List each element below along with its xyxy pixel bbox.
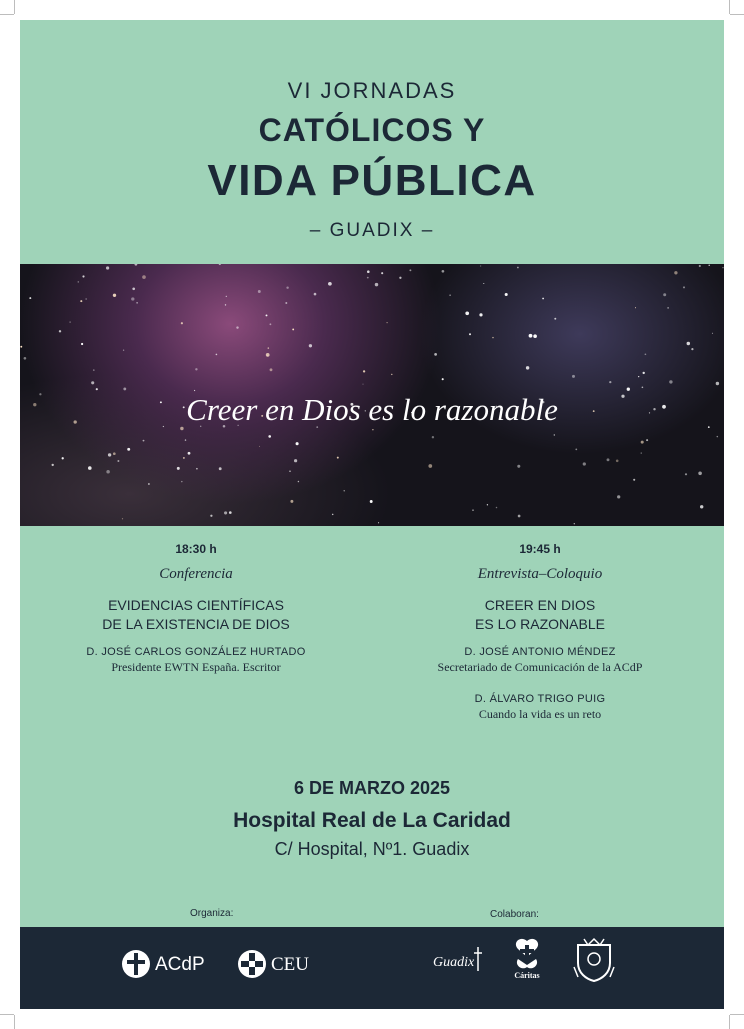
star — [285, 302, 287, 304]
star — [224, 511, 227, 514]
star — [332, 514, 334, 516]
star — [428, 464, 432, 468]
star — [432, 436, 434, 438]
star — [609, 381, 611, 383]
star — [386, 322, 387, 323]
star — [69, 321, 70, 322]
colaboran-label: Colaboran: — [490, 909, 539, 920]
star — [492, 337, 493, 338]
crop-mark-bottom-right — [729, 1015, 730, 1029]
star — [108, 453, 111, 456]
star — [717, 436, 718, 437]
star — [646, 439, 648, 441]
star — [518, 515, 521, 518]
star — [517, 465, 520, 468]
star — [378, 522, 379, 523]
session-conferencia — [20, 542, 372, 675]
star — [517, 267, 519, 269]
star — [480, 265, 481, 266]
star — [617, 495, 620, 498]
title-line-2: VIDA PÚBLICA — [207, 156, 537, 205]
star — [641, 441, 644, 444]
star — [337, 457, 339, 459]
title-line-1: CATÓLICOS Y — [258, 112, 486, 148]
speaker-role: Secretariado de Comunicación de la ACdP — [437, 660, 643, 674]
star — [367, 277, 369, 279]
star — [269, 323, 271, 325]
star — [132, 287, 135, 290]
star — [194, 390, 195, 391]
star — [529, 334, 533, 338]
star — [309, 344, 312, 347]
crop-mark-bottom-right-h — [730, 1014, 744, 1015]
star — [698, 472, 702, 476]
event-date: 6 DE MARZO 2025 — [293, 778, 451, 798]
caritas-heart-icon — [510, 937, 544, 971]
organiza-label: Organiza: — [190, 908, 234, 919]
star — [229, 511, 232, 514]
star — [674, 271, 677, 274]
star — [554, 434, 555, 435]
star — [294, 459, 297, 462]
star — [62, 457, 64, 459]
star — [52, 464, 54, 466]
speaker-name: D. JOSÉ ANTONIO MÉNDEZ — [464, 646, 616, 658]
star — [177, 467, 180, 470]
session-title-line-1: EVIDENCIAS CIENTÍFICAS — [108, 597, 284, 613]
star — [258, 290, 261, 293]
session-title — [20, 596, 372, 634]
star — [700, 505, 703, 508]
session-title-line-2: ES LO RAZONABLE — [475, 616, 605, 632]
star — [381, 272, 383, 274]
star — [699, 265, 701, 267]
star — [225, 304, 226, 305]
star — [268, 347, 269, 348]
star — [542, 298, 544, 300]
speaker-name: D. JOSÉ CARLOS GONZÁLEZ HURTADO — [86, 646, 306, 658]
star — [131, 297, 134, 300]
star — [93, 369, 95, 371]
star — [642, 386, 644, 388]
star — [259, 446, 260, 447]
ceu-logo-text: CEU — [271, 954, 309, 975]
star — [635, 307, 636, 308]
session-type: Entrevista–Coloquio — [477, 566, 603, 582]
star — [685, 473, 687, 475]
crop-mark-top-right-h — [730, 14, 744, 15]
star — [483, 283, 484, 284]
star — [687, 342, 690, 345]
acdp-logo-text: ACdP — [155, 954, 205, 975]
star — [722, 267, 723, 268]
star — [712, 333, 713, 334]
star — [574, 523, 575, 524]
star — [575, 449, 577, 451]
acdp-cross-icon — [121, 949, 151, 979]
star — [399, 277, 401, 279]
star — [219, 264, 221, 265]
star — [236, 326, 238, 328]
event-address: C/ Hospital, Nº1. Guadix — [274, 839, 470, 859]
star — [370, 500, 373, 503]
star — [643, 372, 645, 374]
star — [113, 452, 116, 455]
star — [181, 481, 182, 482]
star — [80, 300, 82, 302]
crop-mark-bottom-left-h — [0, 1014, 14, 1015]
crop-mark-top-right — [729, 0, 730, 14]
star — [505, 293, 508, 296]
ceu-cross-icon — [237, 949, 267, 979]
star — [122, 518, 123, 519]
star — [96, 388, 98, 390]
star — [135, 264, 138, 266]
star — [270, 368, 273, 371]
session-title-line-2: DE LA EXISTENCIA DE DIOS — [102, 616, 290, 632]
star — [391, 374, 392, 375]
speaker-role: Presidente EWTN España. Escritor — [111, 660, 281, 674]
star — [641, 453, 642, 454]
crop-mark-top-left — [14, 0, 15, 14]
star — [583, 462, 586, 465]
star — [409, 269, 411, 271]
star — [20, 346, 22, 348]
star — [442, 270, 445, 273]
coat-of-arms-icon — [572, 937, 616, 985]
star — [314, 293, 317, 296]
star — [266, 353, 270, 357]
star — [607, 458, 610, 461]
session-time: 18:30 h — [175, 542, 217, 556]
star — [106, 470, 110, 474]
star — [82, 275, 84, 277]
star — [691, 348, 693, 350]
star — [59, 330, 61, 332]
star — [292, 328, 294, 330]
star — [328, 282, 332, 286]
star — [487, 504, 488, 505]
session-title — [364, 596, 716, 634]
star — [24, 357, 27, 360]
star — [434, 353, 437, 356]
star — [88, 466, 92, 470]
star — [143, 440, 145, 442]
star — [268, 435, 271, 438]
star — [266, 314, 268, 316]
star — [526, 366, 529, 369]
star — [496, 507, 498, 509]
star — [616, 460, 619, 463]
star — [669, 380, 672, 383]
star — [183, 457, 185, 459]
edition-label: VI JORNADAS — [287, 78, 457, 103]
star — [367, 270, 370, 273]
star — [210, 515, 212, 517]
star — [219, 467, 222, 470]
star — [627, 388, 630, 391]
star — [645, 353, 647, 355]
star — [123, 387, 126, 390]
star — [181, 322, 183, 324]
star — [472, 509, 473, 510]
star — [106, 266, 109, 269]
star — [216, 354, 218, 356]
star — [298, 481, 300, 483]
star — [554, 318, 556, 320]
star — [290, 500, 293, 503]
star — [296, 442, 299, 445]
nebula-banner — [20, 264, 724, 526]
session-title-line-1: CREER EN DIOS — [484, 597, 596, 613]
speaker-name: D. ÁLVARO TRIGO PUIG — [474, 693, 606, 705]
event-venue: Hospital Real de La Caridad — [233, 809, 511, 832]
star — [86, 298, 87, 299]
star — [117, 460, 119, 462]
star — [289, 470, 290, 471]
speaker-role: Cuando la vida es un reto — [478, 707, 602, 721]
star — [142, 275, 146, 279]
guadix-cross-icon — [472, 945, 484, 973]
star — [633, 479, 635, 481]
star — [638, 376, 639, 377]
star — [148, 483, 150, 485]
star — [533, 334, 537, 338]
slogan: Creer en Dios es lo razonable — [186, 392, 558, 427]
star — [188, 452, 191, 455]
caritas-logo-text: Cáritas — [514, 971, 540, 980]
star — [572, 375, 575, 378]
star — [709, 265, 710, 266]
star — [683, 286, 685, 288]
star — [196, 468, 198, 470]
star — [465, 311, 469, 315]
star — [286, 286, 288, 288]
star — [78, 281, 80, 283]
star — [479, 313, 482, 316]
star — [123, 350, 124, 351]
star — [136, 302, 137, 303]
star — [716, 382, 719, 385]
poster — [20, 20, 724, 1009]
sponsor-footer — [20, 927, 724, 1009]
location-label: – GUADIX – — [309, 220, 435, 241]
crop-mark-bottom-left — [14, 1015, 15, 1029]
star — [362, 384, 363, 385]
star — [469, 333, 471, 335]
star — [663, 293, 666, 296]
crop-mark-top-left-h — [0, 14, 14, 15]
star — [344, 490, 345, 491]
star — [667, 307, 669, 309]
star — [449, 294, 451, 296]
star — [185, 439, 186, 440]
session-entrevista — [364, 542, 716, 722]
star — [81, 343, 83, 345]
star — [226, 296, 227, 297]
star — [442, 378, 444, 380]
guadix-logo: Guadix — [433, 955, 475, 970]
star — [363, 370, 365, 372]
session-type: Conferencia — [159, 566, 233, 582]
star — [91, 381, 94, 384]
star — [29, 297, 31, 299]
star — [127, 448, 130, 451]
star — [113, 294, 116, 297]
session-time: 19:45 h — [519, 542, 561, 556]
star — [375, 283, 378, 286]
star — [195, 368, 197, 370]
star — [372, 429, 373, 430]
